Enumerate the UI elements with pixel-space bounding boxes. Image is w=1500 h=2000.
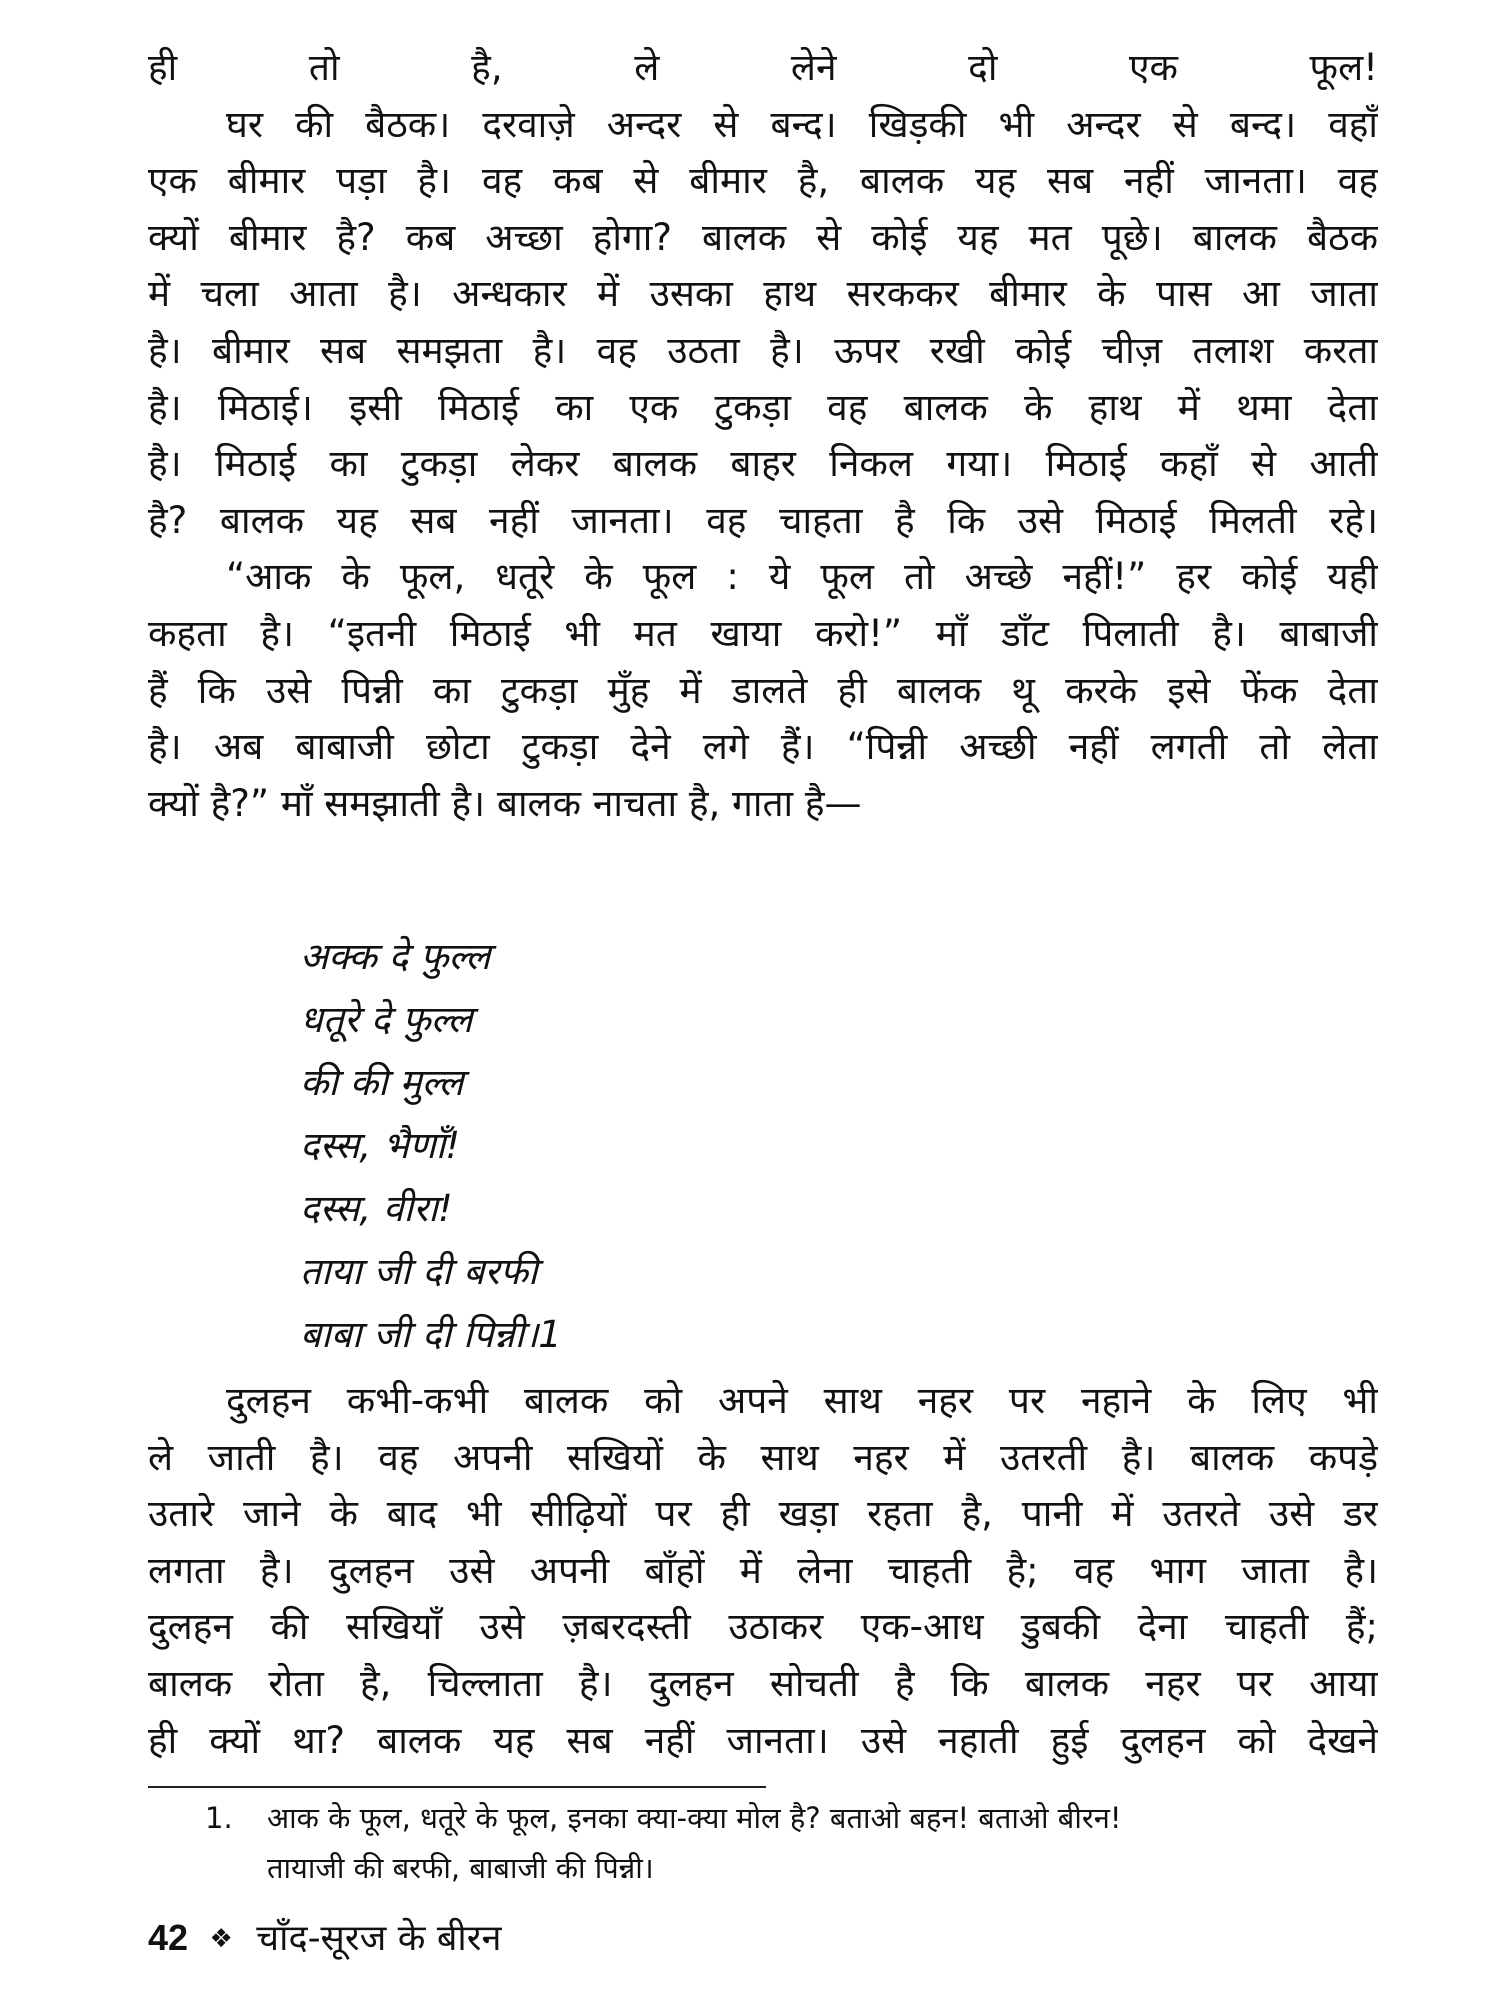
footnote-number: 1. xyxy=(205,1801,233,1835)
verse-line: ताया जी दी बरफी xyxy=(300,1250,538,1293)
diamond-ornament-icon: ❖ xyxy=(209,1924,233,1954)
paragraph-2 xyxy=(148,1373,1378,1769)
verse-line: की की मुल्ल xyxy=(300,1061,464,1104)
verse-line: दस्स, वीरा! xyxy=(300,1187,453,1230)
text-line: “आक के फूल, धतूरे के फूल : ये फूल तो अच्छे नहीं!” हर कोई यही xyxy=(226,555,1378,599)
text-line: ही क्यों था? बालक यह सब नहीं जानता। उसे नहाती हुई दुलहन को देखने xyxy=(148,1718,1378,1762)
page-footer xyxy=(148,1912,501,1961)
text-line: है। बीमार सब समझता है। वह उठता है। ऊपर रखी कोई चीज़ तलाश करता xyxy=(148,328,1378,372)
text-line: घर की बैठक। दरवाज़े अन्दर से बन्द। खिड़की भी अन्दर से बन्द। वहाँ xyxy=(226,102,1378,146)
text-line: दुलहन की सखियाँ उसे ज़बरदस्ती उठाकर एक-आध डुबकी देना चाहती हैं; xyxy=(148,1605,1378,1649)
text-line: उतारे जाने के बाद भी सीढ़ियों पर ही खड़ा रहता है, पानी में उतरते उसे डर xyxy=(148,1492,1378,1536)
footnote-divider xyxy=(148,1786,766,1788)
paragraph-1 xyxy=(148,40,1378,832)
verse-line: बाबा जी दी पिन्नी।1 xyxy=(300,1313,562,1356)
text-line: लगता है। दुलहन उसे अपनी बाँहों में लेना चाहती है; वह भाग जाता है। xyxy=(148,1548,1378,1592)
text-line: ही तो है, ले लेने दो एक फूल! xyxy=(148,46,1378,89)
footnote-text xyxy=(267,1793,1380,1893)
footnote xyxy=(205,1793,1380,1893)
text-line: ले जाती है। वह अपनी सखियों के साथ नहर में उतरती है। बालक कपड़े xyxy=(148,1435,1378,1479)
text-line: क्यों बीमार है? कब अच्छा होगा? बालक से कोई यह मत पूछे। बालक बैठक xyxy=(148,215,1378,259)
book-title: चाँद-सूरज के बीरन xyxy=(256,1918,502,1959)
text-line: दुलहन कभी-कभी बालक को अपने साथ नहर पर नहाने के लिए भी xyxy=(226,1379,1378,1422)
footnote-line: आक के फूल, धतूरे के फूल, इनका क्या-क्या मोल है? बताओ बहन! बताओ बीरन! xyxy=(267,1801,1122,1835)
text-line: कहता है। “इतनी मिठाई भी मत खाया करो!” माँ डाँट पिलाती है। बाबाजी xyxy=(148,611,1378,655)
verse-block xyxy=(300,925,562,1366)
text-line: क्यों है?” माँ समझाती है। बालक नाचता है, गाता है— xyxy=(148,781,862,825)
text-line: है। मिठाई। इसी मिठाई का एक टुकड़ा वह बालक के हाथ में थमा देता xyxy=(148,385,1378,429)
verse-line: धतूरे दे फुल्ल xyxy=(300,998,473,1041)
verse-line: अक्क दे फुल्ल xyxy=(300,935,491,978)
footnote-line: तायाजी की बरफी, बाबाजी की पिन्नी। xyxy=(267,1851,654,1885)
page-number: 42 xyxy=(148,1917,189,1958)
text-line: एक बीमार पड़ा है। वह कब से बीमार है, बालक यह सब नहीं जानता। वह xyxy=(148,159,1378,203)
verse-line: दस्स, भैणाँ! xyxy=(300,1124,461,1167)
text-line: है? बालक यह सब नहीं जानता। वह चाहता है कि उसे मिठाई मिलती रहे। xyxy=(148,498,1378,542)
text-line: हैं कि उसे पिन्नी का टुकड़ा मुँह में डालते ही बालक थू करके इसे फेंक देता xyxy=(148,668,1378,712)
text-line: है। मिठाई का टुकड़ा लेकर बालक बाहर निकल गया। मिठाई कहाँ से आती xyxy=(148,442,1378,486)
text-line: में चला आता है। अन्धकार में उसका हाथ सरककर बीमार के पास आ जाता xyxy=(148,272,1378,316)
text-line: बालक रोता है, चिल्लाता है। दुलहन सोचती है कि बालक नहर पर आया xyxy=(148,1661,1378,1705)
text-line: है। अब बाबाजी छोटा टुकड़ा देने लगे हैं। “पिन्नी अच्छी नहीं लगती तो लेता xyxy=(148,725,1378,769)
